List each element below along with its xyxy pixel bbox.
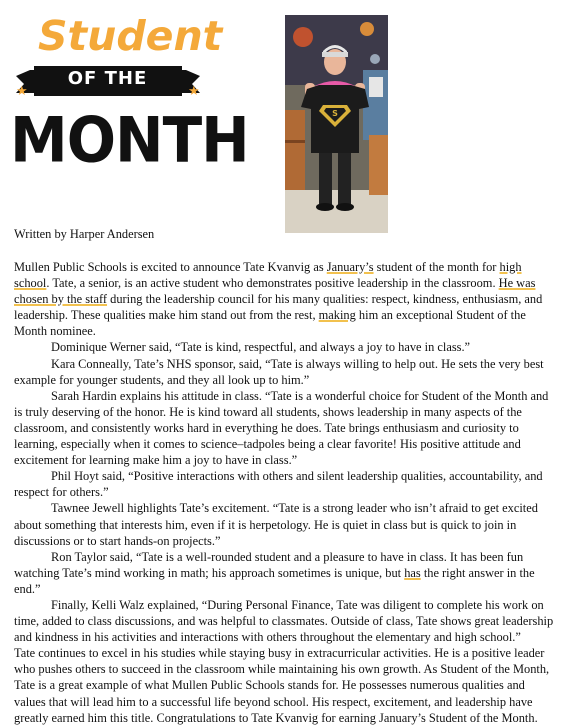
star-icon: ★	[16, 83, 28, 98]
student-photo-illustration	[285, 15, 388, 233]
underlined-word: He was chosen by the staff	[14, 276, 536, 307]
underlined-word: has	[404, 565, 421, 580]
paragraph-jewell-quote: Tawnee Jewell highlights Tate’s excitement. “Tate is a strong leader who isn’t afraid to get excited about something that interests him, even if it is herpetology. He is quiet in class but is quick to join in discussions or to start hands-on projects.”	[14, 501, 538, 548]
text-run: . Tate, a senior, is an active student who demonstrates positive leadership in the classroom.	[46, 276, 499, 291]
underlined-word: January’s	[326, 260, 374, 274]
text-run: during the leadership council for his many qualities: respect, kindness, enthusiasm, and leadership. These qualities make him stand out from the rest,	[14, 292, 543, 323]
paragraph-hardin-quote: Sarah Hardin explains his attitude in class. “Tate is a wonderful choice for Student of the Month and is truly deserving of the honor. He is kind toward all students, shows leadership in many aspects of the classroom, and consistently works hard in everything he does. Tate brings enthusiasm and curiosity to learning, especially when it comes to science–tadpoles being a clear favorite! His positive attitude and excitement for learning make him a joy to have in class.”	[14, 388, 549, 468]
paragraph-conneally-quote: Kara Conneally, Tate’s NHS sponsor, said, “Tate is always willing to help out. He sets the very best example for younger students, and they all look up to him.”	[14, 356, 544, 387]
logo-of-the-text: OF THE	[67, 68, 148, 89]
byline: Written by Harper Andersen	[14, 227, 155, 241]
logo-month-text: MONTH	[10, 103, 249, 177]
article-body	[14, 259, 554, 726]
logo-student-text: Student	[38, 12, 223, 60]
svg-text:S: S	[332, 109, 338, 118]
underlined-word: making	[318, 308, 356, 323]
paragraph-hoyt-quote: Phil Hoyt said, “Positive interactions with others and silent leadership qualities, accountability, and respect for others.”	[14, 469, 543, 500]
text-run: Mullen Public Schools is excited to announce Tate Kvanvig as	[14, 260, 327, 274]
paragraph-walz-quote: Finally, Kelli Walz explained, “During Personal Finance, Tate was diligent to complete his work on time, added to class discussions, and was helpful to classmates. Outside of class, Tate shows great leadership and kindness in his activities and interactions with others throughout the elementary and high school.”	[14, 597, 554, 645]
text-run: student of the month for	[373, 260, 500, 274]
text-run: Ron Taylor said, “Tate is a well-rounded student and a pleasure to have in class. It has been fun watching Tate’s mind working in math; his approach sometimes is unique, but	[14, 549, 524, 580]
student-of-the-month-logo	[10, 12, 249, 177]
paragraph-intro	[14, 259, 554, 339]
text-run: him an exceptional Student of the Month nominee.	[14, 308, 526, 339]
paragraph-conclusion: Tate continues to excel in his studies while staying busy in extracurricular activities. He is a positive leader who pushes others to succeed in the classroom while maintaining his own growth. As Student of the Month, Tate is a great example of what Mullen Public Schools stands for. He possesses numerous qualities and values that will lead him to a successful life beyond school. His respect, excitement, and leadership have greatly earned him this title. Congratulations to Tate Kvanvig for earning January’s Student of the Month.	[14, 646, 550, 725]
paragraph-taylor-quote	[14, 549, 554, 597]
paragraph-werner-quote: Dominique Werner said, “Tate is kind, respectful, and always a joy to have in class.”	[51, 340, 471, 355]
underlined-word: high school	[14, 260, 522, 291]
star-icon: ★	[188, 83, 200, 98]
text-run: the right answer in the end.”	[14, 565, 535, 596]
student-photo	[285, 15, 388, 233]
